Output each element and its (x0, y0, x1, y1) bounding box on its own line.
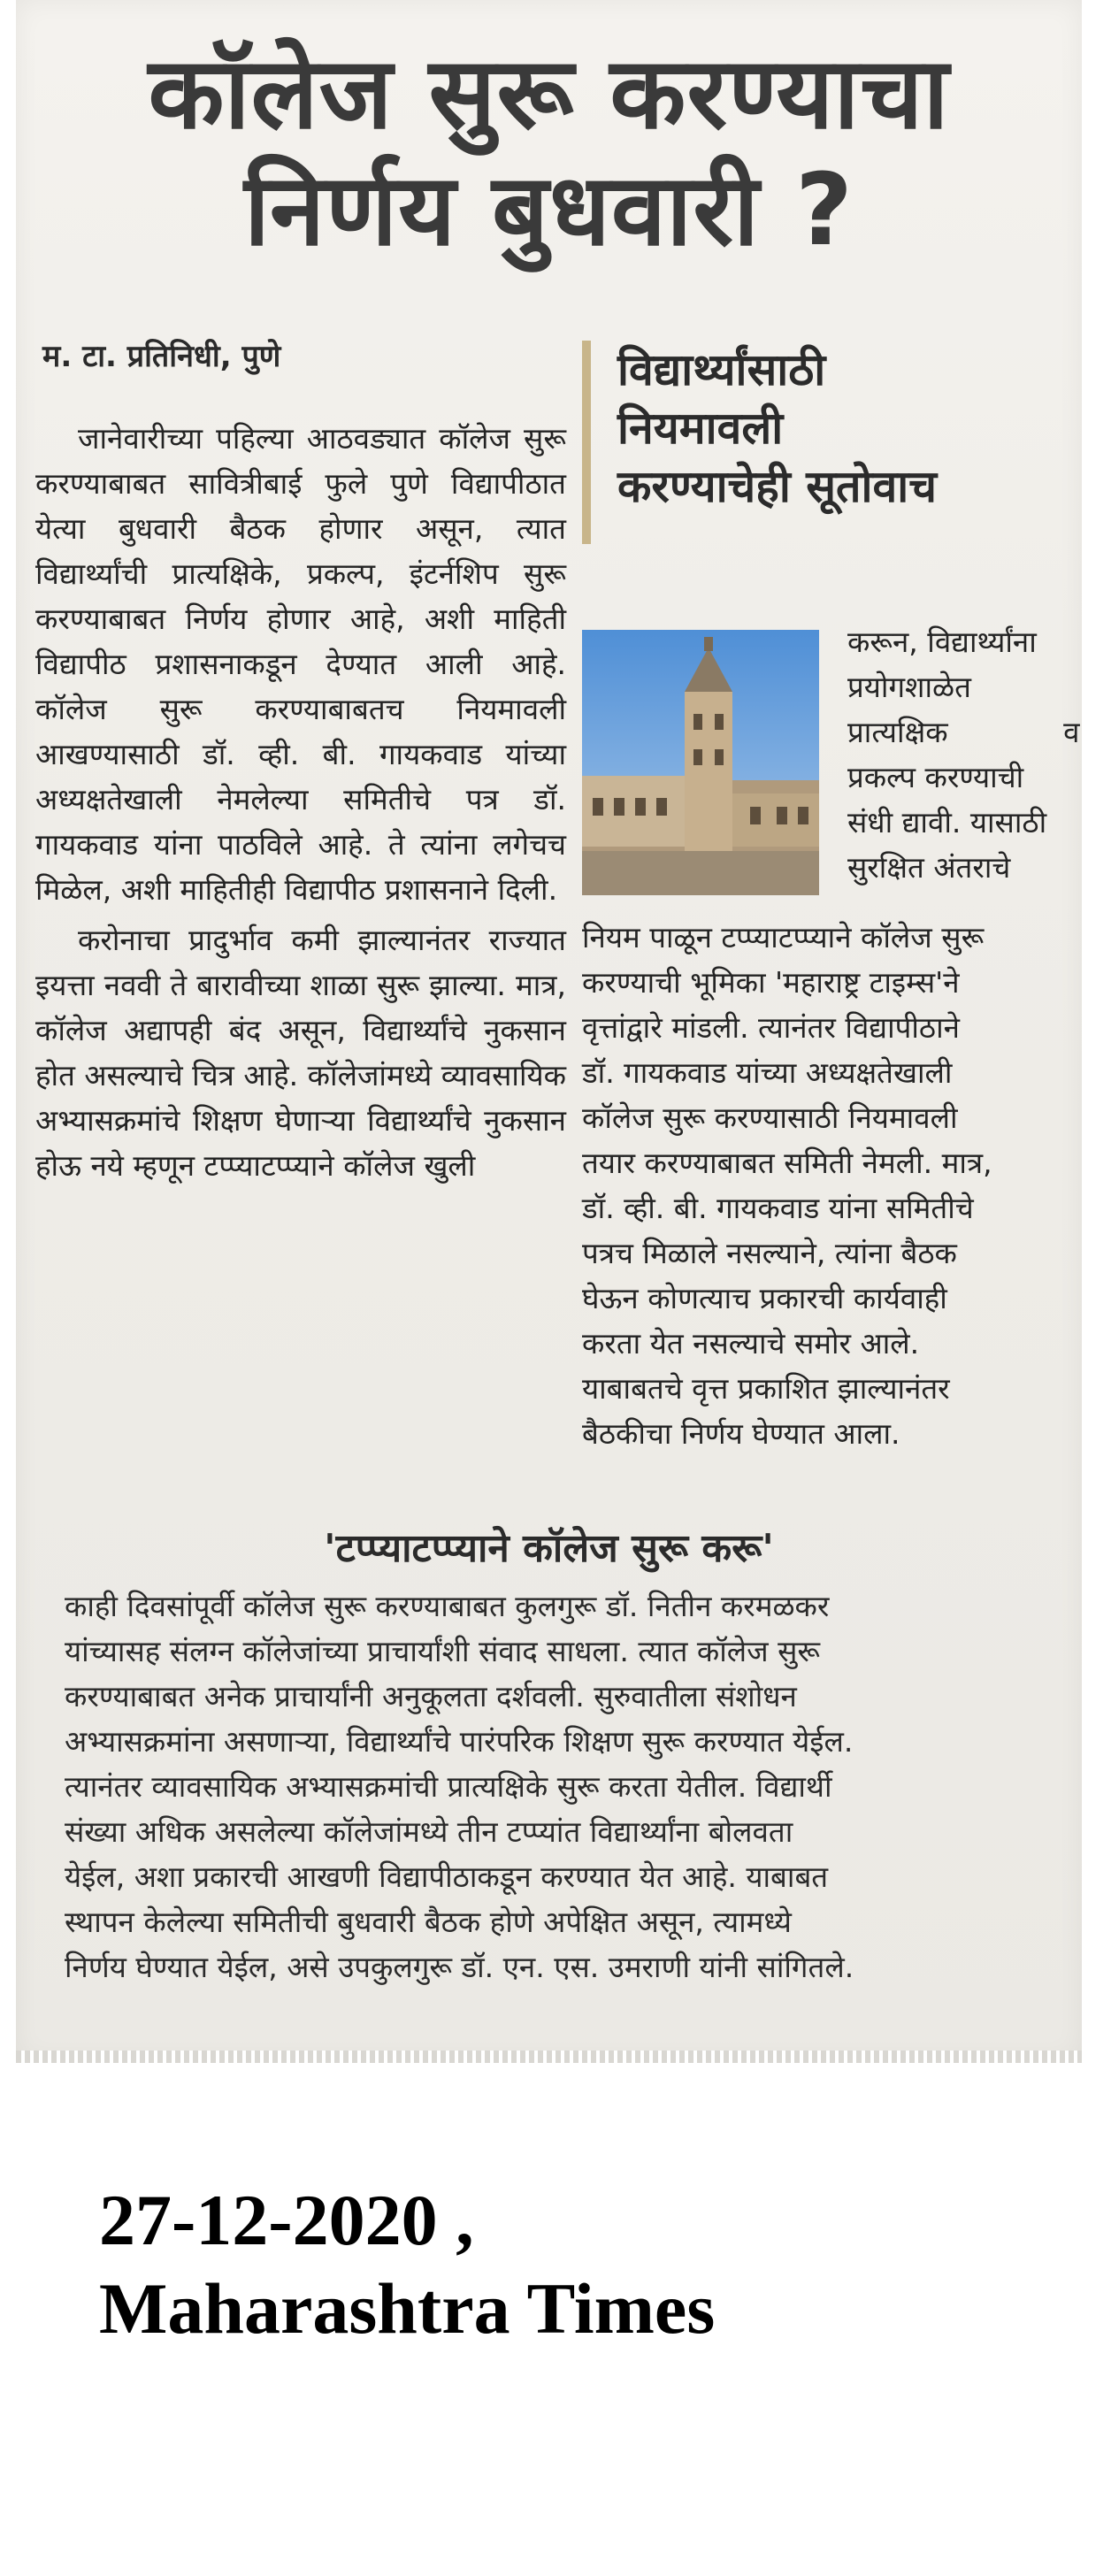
right-top-line: प्रात्यक्षिक व (847, 715, 1080, 749)
university-building-photo (582, 630, 819, 895)
right-line: करता येत नसल्याचे समोर आले. (582, 1326, 920, 1361)
headline-line-1: कॉलेज सुरू करण्याचा (148, 36, 950, 151)
bottom-line: स्थापन केलेल्या समितीची बुधवारी बैठक होणे अपेक्षित असून, त्यामध्ये (65, 1905, 792, 1939)
right-top-line: संधी द्यावी. यासाठी (847, 805, 1047, 840)
bottom-line: अभ्यासक्रमांना असणाऱ्या, विद्यार्थ्यांचे पारंपरिक शिक्षण सुरू करण्यात येईल. (65, 1724, 854, 1759)
caption-date: 27-12-2020 , (99, 2180, 474, 2260)
left-column (35, 416, 566, 1188)
right-top-line: करून, विद्यार्थ्यांना (847, 625, 1037, 659)
bottom-line: संख्या अधिक असलेल्या कॉलेजांमध्ये तीन टप्प्यांत विद्यार्थ्यांना बोलवता (65, 1814, 793, 1849)
right-line: कॉलेज सुरू करण्यासाठी नियमावली (582, 1100, 958, 1135)
bottom-paragraph (65, 1583, 1055, 1990)
headline-line-2: निर्णय बुधवारी ? (244, 153, 854, 268)
sidebar-line-1: विद्यार्थ्यांसाठी (617, 344, 826, 395)
bottom-line: काही दिवसांपूर्वी कॉलेज सुरू करण्याबाबत कुलगुरू डॉ. नितीन करमळकर (65, 1589, 830, 1623)
bottom-line: त्यानंतर व्यावसायिक अभ्यासक्रमांची प्रात्यक्षिके सुरू करता येतील. विद्यार्थी (65, 1769, 832, 1804)
sidebar-line-2: नियमावली (617, 402, 784, 454)
bottom-line: करण्याबाबत अनेक प्राचार्यांनी अनुकूलता दर्शवली. सुरुवातीला संशोधन (65, 1679, 797, 1714)
right-top-line: सुरक्षित अंतराचे (847, 850, 1011, 885)
caption (99, 2176, 715, 2353)
right-column-top (847, 619, 1086, 890)
left-paragraph-1: जानेवारीच्या पहिल्या आठवड्यात कॉलेज सुरू करण्याबाबत सावित्रीबाई फुले पुणे विद्यापीठात येत्या बुधवारी बैठक होणार असून, त्यात विद्यार्थ्यांची प्रात्यक्षिके, प्रकल्प, इंटर्नशिप सुरू करण्याबाबत निर्णय होणार आहे, अशी माहिती विद्यापीठ प्रशासनाकडून देण्यात आली आहे. कॉलेज सुरू करण्याबाबतच नियमावली आखण्यासाठी डॉ. व्ही. बी. गायकवाड यांच्या अध्यक्षतेखाली नेमलेल्या समितीचे पत्र डॉ. गायकवाड यांना पाठविले आहे. ते त्यांना लगेचच मिळेल, अशी माहितीही विद्यापीठ प्रशासनाने दिली. (35, 421, 566, 907)
caption-source: Maharashtra Times (99, 2268, 716, 2349)
right-line: याबाबतचे वृत्त प्रकाशित झाल्यानंतर (582, 1371, 950, 1406)
newspaper-clipping (16, 0, 1082, 2061)
left-paragraph-2: करोनाचा प्रादुर्भाव कमी झाल्यानंतर राज्यात इयत्ता नववी ते बारावीच्या शाळा सुरू झाल्या. मात्र, कॉलेज अद्यापही बंद असून, विद्यार्थ्यांचे नुकसान होत असल्याचे चित्र आहे. कॉलेजांमध्ये व्यावसायिक अभ्यासक्रमांचे शिक्षण घेणाऱ्या विद्यार्थ्यांचे नुकसान होऊ नये म्हणून टप्प्याटप्प्याने कॉलेज खुली (35, 923, 566, 1183)
right-line: वृत्तांद्वारे मांडली. त्यानंतर विद्यापीठाने (582, 1010, 960, 1045)
right-line: तयार करण्याबाबत समिती नेमली. मात्र, (582, 1146, 992, 1180)
right-top-line: प्रकल्प करण्याची (847, 760, 1024, 794)
subheading: 'टप्प्याटप्प्याने कॉलेज सुरू करू' (324, 1526, 774, 1571)
sidebar-line-3: करण्याचेही सूतोवाच (617, 461, 937, 512)
right-line: करण्याची भूमिका 'महाराष्ट्र टाइम्स'ने (582, 965, 960, 1000)
right-top-line: प्रयोगशाळेत (847, 670, 971, 704)
right-line: पत्रच मिळाले नसल्याने, त्यांना बैठक (582, 1236, 957, 1270)
bottom-line: यांच्यासह संलग्न कॉलेजांच्या प्राचार्यांशी संवाद साधला. त्यात कॉलेज सुरू (65, 1634, 821, 1668)
bottom-line: निर्णय घेण्यात येईल, असे उपकुलगुरू डॉ. एन. एस. उमराणी यांनी सांगितले. (65, 1950, 854, 1984)
byline: म. टा. प्रतिनिधी, पुणे (42, 339, 281, 374)
sidebar-heading (582, 341, 1077, 544)
headline (16, 35, 1082, 269)
right-line: घेऊन कोणत्याच प्रकारची कार्यवाही (582, 1281, 947, 1315)
right-line: नियम पाळून टप्प्याटप्प्याने कॉलेज सुरू (582, 920, 985, 954)
right-line: डॉ. गायकवाड यांच्या अध्यक्षतेखाली (582, 1055, 953, 1090)
torn-edge (16, 2051, 1082, 2063)
right-line: बैठकीचा निर्णय घेण्यात आला. (582, 1416, 900, 1451)
right-line: डॉ. व्ही. बी. गायकवाड यांना समितीचे (582, 1191, 974, 1225)
bottom-line: येईल, अशा प्रकारची आखणी विद्यापीठाकडून करण्यात येत आहे. याबाबत (65, 1859, 829, 1894)
right-column (582, 915, 1082, 1456)
